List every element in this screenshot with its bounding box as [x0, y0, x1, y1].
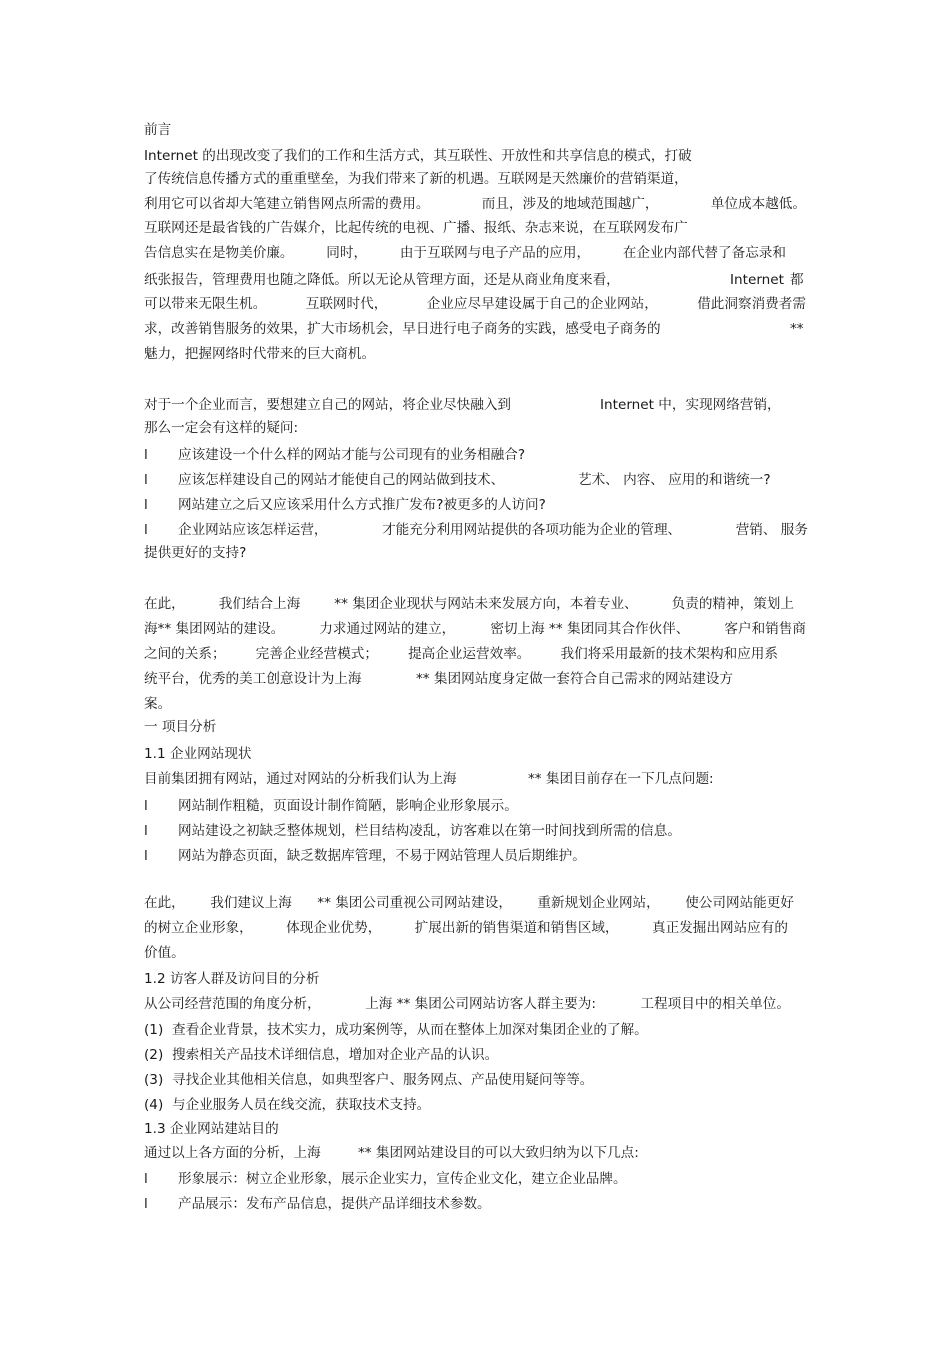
- intro-line-5-part-4: 在企业内部代替了备忘录和: [622, 245, 786, 261]
- question-item-4-part-3: 营销、 服务: [735, 522, 808, 538]
- plan-line-4: [144, 670, 806, 688]
- plan-line-1: [144, 595, 794, 613]
- bullet-marker: l: [144, 522, 148, 538]
- numbered-marker-1: (1): [144, 1022, 164, 1038]
- question-item-4-continued: 提供更好的支持?: [144, 545, 247, 561]
- intro-line-5-part-1: 告信息实在是物美价廉。: [144, 245, 294, 261]
- problem-item-2: 网站建设之初缺乏整体规划，栏目结构凌乱，访客难以在第一时间找到所需的信息。: [178, 823, 681, 839]
- intro-line-7: [144, 295, 806, 313]
- recommend-line-1: [144, 894, 794, 912]
- numbered-marker-2: (2): [144, 1047, 164, 1063]
- plan-line-1-part-3: ** 集团企业现状与网站未来发展方向，本着专业、: [334, 596, 638, 612]
- recommend-line-2-part-1: 的树立企业形象，: [144, 920, 253, 936]
- plan-line-3-part-4: 我们将采用最新的技术架构和应用系: [560, 646, 778, 662]
- plan-line-1-part-1: 在此，: [144, 596, 185, 612]
- bullet-marker: l: [144, 472, 148, 488]
- intro-line-7-part-1: 可以带来无限生机。: [144, 296, 267, 312]
- plan-line-2: [144, 620, 806, 638]
- question-item-4-part-1: 企业网站应该怎样运营，: [178, 522, 328, 538]
- goal-intro-part-1: 通过以上各方面的分析，上海: [144, 1145, 321, 1161]
- intro-line-9: 魅力，把握网络时代带来的巨大商机。: [144, 346, 376, 362]
- visitor-intro-part-3: 工程项目中的相关单位。: [640, 996, 790, 1012]
- recommend-line-2: [144, 919, 788, 937]
- bullet-marker: l: [144, 497, 148, 513]
- question-line-1-part-1: 对于一个企业而言，要想建立自己的网站，将企业尽快融入到: [144, 397, 512, 413]
- preface-title: 前言: [144, 122, 172, 138]
- intro-line-7-part-4: 借此洞察消费者需: [697, 296, 806, 312]
- plan-line-3-part-1: 之间的关系；: [144, 646, 226, 662]
- recommend-line-3: 价值。: [144, 945, 185, 961]
- question-item-4: [178, 521, 808, 539]
- plan-line-4-part-1: 统平台，优秀的美工创意设计为上海: [144, 671, 362, 687]
- subsection-heading-1-1: 1.1 企业网站现状: [144, 746, 252, 762]
- status-intro-part-2: ** 集团目前存在一下几点问题:: [528, 771, 714, 787]
- problem-item-3: 网站为静态页面，缺乏数据库管理，不易于网站管理人员后期维护。: [178, 848, 586, 864]
- question-item-2-part-1: 应该怎样建设自己的网站才能使自己的网站做到技术、: [178, 472, 505, 488]
- bullet-marker: l: [144, 823, 148, 839]
- recommend-line-2-part-4: 真正发掘出网站应有的: [652, 920, 788, 936]
- plan-line-3: [144, 645, 778, 663]
- plan-line-2-part-4: 客户和销售商: [724, 621, 806, 637]
- recommend-line-1-part-3: ** 集团公司重视公司网站建设，: [317, 895, 512, 911]
- goal-intro-line: [144, 1144, 806, 1162]
- visitor-purpose-4: 与企业服务人员在线交流，获取技术支持。: [172, 1097, 431, 1113]
- plan-line-3-part-2: 完善企业经营模式；: [255, 646, 378, 662]
- section-heading-project-analysis: 一 项目分析: [144, 719, 217, 735]
- intro-line-6-internet: Internet: [730, 272, 784, 288]
- numbered-marker-3: (3): [144, 1072, 164, 1088]
- bullet-marker: l: [144, 848, 148, 864]
- recommend-line-2-part-2: 体现企业优势，: [286, 920, 382, 936]
- intro-line-5: [144, 244, 786, 262]
- recommend-line-1-part-1: 在此，: [144, 895, 185, 911]
- intro-line-1: Internet 的出现改变了我们的工作和生活方式，其互联性、开放性和共享信息的模式，打破: [144, 148, 692, 164]
- intro-line-3-part-2: 而且，涉及的地域范围越广，: [481, 196, 659, 212]
- intro-line-2: 了传统信息传播方式的重重壁垒，为我们带来了新的机遇。互联网是天然廉价的营销渠道，: [144, 171, 688, 187]
- recommend-line-1-part-4: 重新规划企业网站，: [537, 895, 660, 911]
- question-item-3: 网站建立之后又应该采用什么方式推广发布?被更多的人访问?: [178, 497, 546, 513]
- visitor-intro-part-1: 从公司经营范围的角度分析，: [144, 996, 321, 1012]
- intro-line-6-part-1: 纸张报告，管理费用也随之降低。所以无论从管理方面，还是从商业角度来看，: [144, 272, 620, 288]
- subsection-heading-1-3: 1.3 企业网站建站目的: [144, 1121, 279, 1137]
- problem-item-1: 网站制作粗糙，页面设计制作简陋，影响企业形象展示。: [178, 798, 518, 814]
- goal-item-1: 形象展示：树立企业形象，展示企业实力，宣传企业文化，建立企业品牌。: [178, 1171, 627, 1187]
- visitor-intro-part-2: 上海 ** 集团公司网站访客人群主要为:: [365, 996, 596, 1012]
- question-item-1: 应该建设一个什么样的网站才能与公司现有的业务相融合?: [178, 447, 526, 463]
- intro-line-8: [144, 320, 806, 338]
- question-item-2-part-2: 艺术、 内容、 应用的和谐统一?: [578, 472, 771, 488]
- intro-line-6: [144, 271, 806, 289]
- visitor-purpose-1: 查看企业背景，技术实力，成功案例等，从而在整体上加深对集团企业的了解。: [172, 1022, 648, 1038]
- plan-line-5: 案。: [144, 696, 172, 712]
- intro-line-7-part-3: 企业应尽早建设属于自己的企业网站，: [426, 296, 658, 312]
- question-item-2: [178, 471, 808, 489]
- intro-line-7-part-2: 互联网时代，: [305, 296, 388, 312]
- bullet-marker: l: [144, 1171, 148, 1187]
- status-intro-line: [144, 770, 806, 788]
- intro-line-8-part-1: 求，改善销售服务的效果，扩大市场机会，早日进行电子商务的实践，感受电子商务的: [144, 321, 661, 337]
- intro-line-3-part-3: 单位成本越低。: [710, 196, 806, 212]
- bullet-marker: l: [144, 447, 148, 463]
- recommend-line-2-part-3: 扩展出新的销售渠道和销售区域，: [414, 920, 619, 936]
- visitor-purpose-3: 寻找企业其他相关信息，如典型客户、服务网点、产品使用疑问等等。: [172, 1072, 594, 1088]
- question-line-1: [144, 396, 806, 414]
- intro-line-5-part-2: 同时，: [326, 245, 368, 261]
- recommend-line-1-part-5: 使公司网站能更好: [685, 895, 794, 911]
- plan-line-1-part-2: 我们结合上海: [218, 596, 301, 612]
- recommend-line-1-part-2: 我们建议上海: [210, 895, 292, 911]
- plan-line-2-part-1: 海** 集团网站的建设。: [144, 621, 285, 637]
- goal-item-2: 产品展示：发布产品信息，提供产品详细技术参数。: [178, 1196, 491, 1212]
- visitor-intro-line: [144, 995, 790, 1013]
- intro-line-3: [144, 195, 806, 213]
- plan-line-2-part-2: 力求通过网站的建立，: [319, 621, 456, 637]
- intro-line-8-stars: **: [790, 321, 804, 337]
- bullet-marker: l: [144, 1196, 148, 1212]
- intro-line-3-part-1: 利用它可以省却大笔建立销售网点所需的费用。: [144, 196, 430, 212]
- bullet-marker: l: [144, 798, 148, 814]
- intro-line-6-part-3: 都: [790, 272, 804, 288]
- intro-line-5-part-3: 由于互联网与电子产品的应用，: [399, 245, 591, 261]
- question-item-4-part-2: 才能充分利用网站提供的各项功能为企业的管理、: [382, 522, 682, 538]
- goal-intro-part-2: ** 集团网站建设目的可以大致归纳为以下几点:: [358, 1145, 639, 1161]
- visitor-purpose-2: 搜索相关产品技术详细信息，增加对企业产品的认识。: [172, 1047, 499, 1063]
- plan-line-3-part-3: 提高企业运营效率。: [408, 646, 531, 662]
- status-intro-part-1: 目前集团拥有网站，通过对网站的分析我们认为上海: [144, 771, 457, 787]
- intro-line-4: 互联网还是最省钱的广告媒介，比起传统的电视、广播、报纸、杂志来说，在互联网发布广: [144, 220, 688, 236]
- question-line-1-part-2: Internet 中，实现网络营销，: [600, 397, 781, 413]
- numbered-marker-4: (4): [144, 1097, 164, 1113]
- plan-line-4-part-2: ** 集团网站度身定做一套符合自己需求的网站建设方: [416, 671, 733, 687]
- question-line-2: 那么一定会有这样的疑问:: [144, 420, 299, 436]
- subsection-heading-1-2: 1.2 访客人群及访问目的分析: [144, 971, 320, 987]
- plan-line-2-part-3: 密切上海 ** 集团同其合作伙伴、: [490, 621, 690, 637]
- plan-line-1-part-4: 负责的精神，策划上: [671, 596, 794, 612]
